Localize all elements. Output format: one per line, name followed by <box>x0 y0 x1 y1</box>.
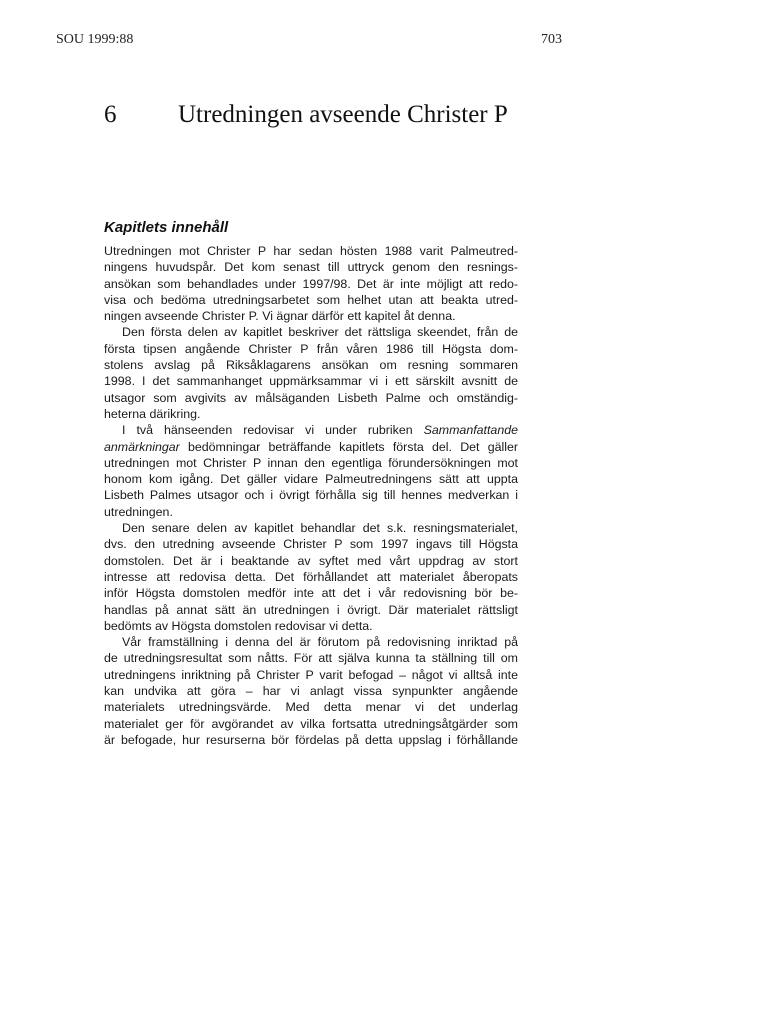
paragraph-line: handlas på annat sätt än utredningen i övrigt. Där materialet rättsligt <box>104 602 518 617</box>
paragraph-line <box>104 439 518 455</box>
line-text: bedömningar beträffande kapitlets första del. Det gäller <box>179 439 518 454</box>
paragraph-line: stolens avslag på Riksåklagarens ansökan om resning sommaren <box>104 358 518 373</box>
section-heading: Kapitlets innehåll <box>104 219 229 236</box>
paragraph-line: Lisbeth Palmes utsagor och i övrigt förhålla sig till hennes medverkan i <box>104 488 518 503</box>
chapter-number: 6 <box>104 101 117 128</box>
paragraph-line: utredningen mot Christer P innan den egentliga förundersökningen mot <box>104 455 518 470</box>
paragraph-line: utredningens inriktning på Christer P varit befogad – något vi alltså inte <box>104 667 518 682</box>
paragraph-line: visa och bedöma utredningsarbetet som helhet utan att beakta utred- <box>104 292 518 307</box>
paragraph-line: dvs. den utredning avseende Christer P som 1997 ingavs till Högsta <box>104 537 518 552</box>
line-text: I två hänseenden redovisar vi under rubriken <box>122 423 424 438</box>
paragraph-line: är befogade, hur resurserna bör fördelas på detta uppslag i förhållande <box>104 732 518 747</box>
paragraph-line: första tipsen angående Christer P från våren 1986 till Högsta dom- <box>104 341 518 356</box>
paragraph-line: materialets utredningsvärde. Med detta menar vi det underlag <box>104 700 518 715</box>
paragraph-line: materialet ger för avgörandet av vilka fortsatta utredningsåtgärder som <box>104 716 518 731</box>
paragraph-line: ningen avseende Christer P. Vi ägnar därför ett kapitel åt denna. <box>104 309 456 324</box>
paragraph-line: inför Högsta domstolen medför inte att det i vår redovisning bör be- <box>104 586 518 601</box>
running-head-publication: SOU 1999:88 <box>56 32 134 47</box>
paragraph-line: heterna därikring. <box>104 406 201 421</box>
paragraph-line: 1998. I det sammanhanget uppmärksammar vi i ett särskilt avsnitt de <box>104 374 518 389</box>
paragraph-line: bedömts av Högsta domstolen redovisar vi detta. <box>104 618 373 633</box>
paragraph-line: honom kom igång. Det gäller vidare Palmeutredningens sätt att uppta <box>104 472 518 487</box>
paragraph-line: Utredningen mot Christer P har sedan hösten 1988 varit Palmeutred- <box>104 244 518 258</box>
paragraph-line: ansökan som behandlades under 1997/98. Det är inte möjligt att redo- <box>104 276 518 291</box>
paragraph-line <box>104 422 518 438</box>
rubric-emphasis: anmärkningar <box>104 439 180 454</box>
chapter-title: Utredningen avseende Christer P <box>178 101 508 128</box>
paragraph-line: utredningen. <box>104 504 173 519</box>
paragraph-line: Den senare delen av kapitlet behandlar det s.k. resningsmaterialet, <box>122 521 518 536</box>
paragraph-line: utsagor som avgivits av målsäganden Lisbeth Palme och omständig- <box>104 390 518 405</box>
paragraph-line: Vår framställning i denna del är förutom på redovisning inriktad på <box>122 635 518 650</box>
paragraph-line: de utredningsresultat som nåtts. För att själva kunna ta ställning till om <box>104 651 518 666</box>
paragraph-line: domstolen. Det är i beaktande av syftet med vårt uppdrag av stort <box>104 553 518 568</box>
paragraph-line: intresse att redovisa detta. Det förhållandet att materialet åberopats <box>104 569 518 584</box>
paragraph-line: kan undvika att göra – har vi anlagt vissa synpunkter angående <box>104 684 518 699</box>
body-text <box>104 243 518 748</box>
page-number: 703 <box>541 32 562 47</box>
rubric-emphasis: Sammanfattande <box>423 423 518 438</box>
paragraph-line: ningens huvudspår. Det kom senast till uttryck genom den resnings- <box>104 260 518 275</box>
paragraph-line: Den första delen av kapitlet beskriver det rättsliga skeendet, från de <box>122 325 518 340</box>
